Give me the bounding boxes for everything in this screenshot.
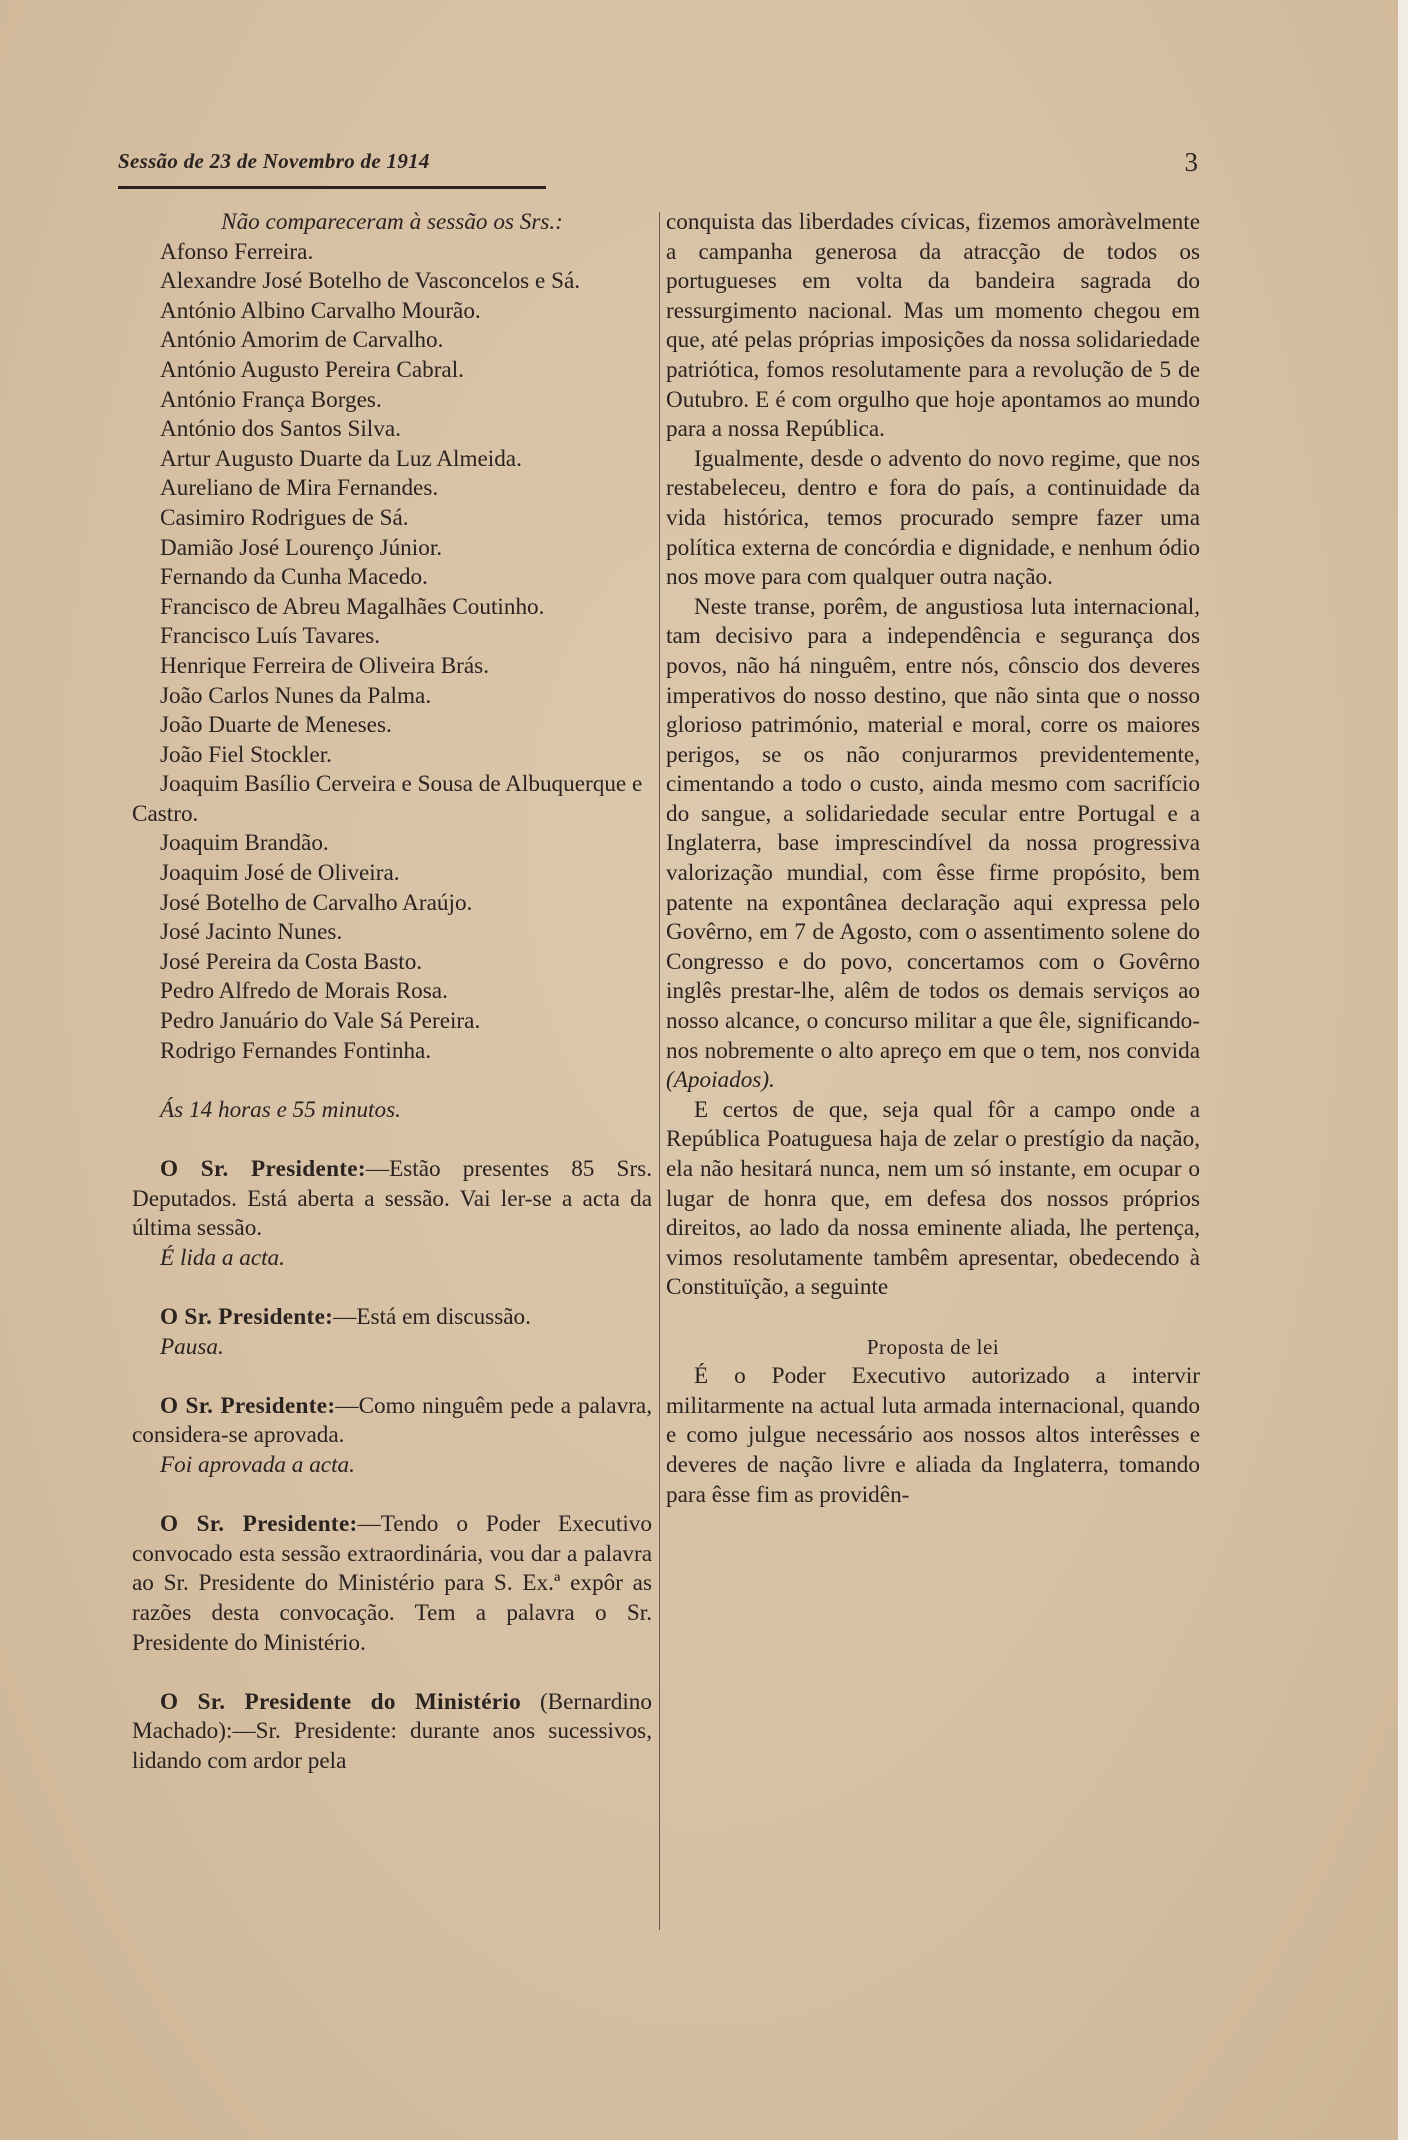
absent-member-name: Francisco de Abreu Magalhães Coutinho. bbox=[160, 593, 545, 620]
speech-paragraph bbox=[666, 593, 1200, 1096]
speech-text: (Bernardino Machado):—Sr. Presidente: durante anos sucessivos, lidando com ardor pela bbox=[132, 1688, 652, 1774]
speaker-name: O Sr. Presidente: bbox=[160, 1511, 358, 1538]
proposal-text: É o Poder Executivo autorizado a intervir militarmente na actual luta armada internacional, quando e como julgue necessário aos nossos altos interêsses e deveres de nação livre e aliada da Inglaterra, tomando para êsse fim as providên- bbox=[666, 1363, 1200, 1508]
absent-member-name: João Duarte de Meneses. bbox=[160, 712, 392, 739]
absent-member-name: António França Borges. bbox=[160, 386, 382, 413]
speech-paragraph bbox=[132, 1303, 652, 1333]
absent-member-name: Artur Augusto Duarte da Luz Almeida. bbox=[160, 445, 522, 472]
speaker-name: O Sr. Presidente do Ministério bbox=[160, 1688, 522, 1715]
header-rule bbox=[118, 186, 546, 189]
speech-paragraph: Igualmente, desde o advento do novo regime, que nos restabeleceu, dentro e fora do país, a continuidade da vida histórica, temos procurado sempre fazer uma política externa de concórdia e dignidade, e nenhum ódio nos move para com qualquer outra nação. bbox=[666, 445, 1200, 591]
absent-member-name: João Fiel Stockler. bbox=[160, 741, 332, 768]
page-number: 3 bbox=[1184, 147, 1198, 177]
absent-member-name: Pedro Januário do Vale Sá Pereira. bbox=[160, 1008, 481, 1035]
absent-member-name: Joaquim Brandão. bbox=[160, 830, 329, 857]
spacer bbox=[132, 1125, 652, 1155]
speaker-name: O Sr. Presidente: bbox=[160, 1392, 336, 1419]
absent-member-name: José Jacinto Nunes. bbox=[160, 919, 343, 946]
spacer bbox=[132, 1273, 652, 1303]
absent-member-name: Henrique Ferreira de Oliveira Brás. bbox=[160, 652, 489, 679]
column-divider bbox=[659, 212, 660, 1930]
procedural-note: Pausa. bbox=[160, 1333, 224, 1360]
speech-paragraph bbox=[132, 1392, 652, 1451]
spacer bbox=[132, 1658, 652, 1688]
absent-member-name: Joaquim José de Oliveira. bbox=[160, 860, 400, 887]
speech-paragraph bbox=[132, 1155, 652, 1244]
absent-member-name: Rodrigo Fernandes Fontinha. bbox=[160, 1037, 432, 1064]
right-column bbox=[666, 208, 1200, 1510]
speech-text: —Está em discussão. bbox=[333, 1303, 531, 1330]
absent-member-name: António dos Santos Silva. bbox=[160, 416, 401, 443]
absent-member-name: Casimiro Rodrigues de Sá. bbox=[160, 504, 409, 531]
procedural-note: É lida a acta. bbox=[160, 1244, 285, 1271]
absent-member-name: João Carlos Nunes da Palma. bbox=[160, 682, 432, 709]
absent-member-name: António Augusto Pereira Cabral. bbox=[160, 356, 464, 383]
session-time: Ás 14 horas e 55 minutos. bbox=[160, 1096, 401, 1123]
proposal-title: Proposta de lei bbox=[866, 1334, 1000, 1359]
absent-member-name: Damião José Lourenço Júnior. bbox=[160, 534, 443, 561]
absent-member-name: Alexandre José Botelho de Vasconcelos e Sá. bbox=[160, 268, 581, 295]
speech-paragraph bbox=[132, 1510, 652, 1658]
speaker-name: O Sr. Presidente: bbox=[160, 1303, 334, 1330]
speech-paragraph: conquista das liberdades cívicas, fizemos amoràvelmente a campanha generosa da atracção de todos os portugueses em volta da bandeira sagrada do ressurgimento nacional. Mas um momento chegou em que, até pelas próprias imposições da nossa solidariedade patriótica, fomos resolutamente para a revolução de 5 de Outubro. E é com orgulho que hoje apontamos ao mundo para a nossa República. bbox=[666, 209, 1200, 443]
absent-member-name: Afonso Ferreira. bbox=[160, 238, 314, 265]
left-column bbox=[132, 208, 652, 1776]
header-title: Sessão de 23 de Novembro de 1914 bbox=[118, 149, 430, 173]
absent-member-name: Pedro Alfredo de Morais Rosa. bbox=[160, 978, 448, 1005]
absent-member-name: Francisco Luís Tavares. bbox=[160, 623, 381, 650]
speech-text: —Estão presentes 85 Srs. Deputados. Está aberta a sessão. Vai ler-se a acta da última sessão. bbox=[132, 1156, 652, 1242]
absent-member-name: Aureliano de Mira Fernandes. bbox=[160, 475, 439, 502]
absent-heading: Não compareceram à sessão os Srs.: bbox=[221, 209, 563, 235]
absent-member-name: Joaquim Basílio Cerveira e Sousa de Albuquerque e Castro. bbox=[132, 771, 643, 827]
absent-member-name: António Albino Carvalho Mourão. bbox=[160, 297, 481, 324]
spacer bbox=[132, 1481, 652, 1511]
speech-text: Neste transe, porêm, de angustiosa luta internacional, tam decisivo para a independência e segurança dos povos, não há ninguêm, entre nós, cônscio dos deveres imperativos do nosso destino, que não sinta que o nosso glorioso património, material e moral, corre os maiores perigos, se os não conjurarmos previdentemente, cimentando a todo o custo, ainda mesmo com sacrifício do sangue, a solidariedade secular entre Portugal e a Inglaterra, base imprescindível da nossa progressiva valorização mundial, com êsse firme propósito, bem patente na expontânea declaração aqui expressa pelo Govêrno, em 7 de Agosto, com o assentimento solene do Congresso e do povo, concertamos com o Govêrno inglês prestar-lhe, alêm de todos os demais serviços ao nosso alcance, o concurso militar a que êle, significando-nos nobremente o alto apreço em que o tem, nos convida bbox=[666, 593, 1200, 1064]
speech-paragraph: E certos de que, seja qual fôr a campo onde a República Poatuguesa haja de zelar o prestígio da nação, ela não hesitará nunca, nem um só instante, em ocupar o lugar de honra que, em defesa dos nossos próprios direitos, ao lado da nossa eminente aliada, lhe pertença, vimos resolutamente tambêm apresentar, obedecendo à Constituïção, a seguinte bbox=[666, 1096, 1200, 1301]
absent-member-name: António Amorim de Carvalho. bbox=[160, 327, 444, 354]
spacer bbox=[132, 1362, 652, 1392]
absent-member-name: José Pereira da Costa Basto. bbox=[160, 948, 423, 975]
page-header bbox=[118, 143, 1198, 179]
absent-member-name: Fernando da Cunha Macedo. bbox=[160, 564, 428, 591]
speech-text: —Tendo o Poder Executivo convocado esta sessão extraordinária, vou dar a palavra ao Sr. Presidente do Ministério para S. Ex.ª expôr as razões desta convocação. Tem a palavra o Sr. Presidente do Ministério. bbox=[132, 1511, 652, 1656]
spacer bbox=[666, 1303, 1200, 1333]
page-edge bbox=[1398, 0, 1408, 2140]
absent-members-list bbox=[132, 238, 652, 1067]
speaker-name: O Sr. Presidente: bbox=[160, 1156, 366, 1182]
procedural-note: Foi aprovada a acta. bbox=[160, 1451, 355, 1478]
speech-text: —Como ninguêm pede a palavra, considera-se aprovada. bbox=[132, 1392, 653, 1449]
absent-member-name: José Botelho de Carvalho Araújo. bbox=[160, 889, 473, 916]
speech-paragraph bbox=[132, 1688, 652, 1777]
spacer bbox=[132, 1066, 652, 1096]
reaction-note: (Apoiados). bbox=[666, 1067, 775, 1094]
